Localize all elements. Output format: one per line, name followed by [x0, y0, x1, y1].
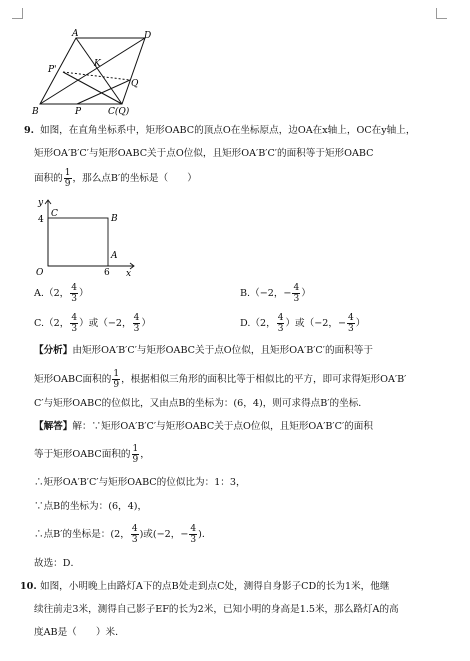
- text: D.（2，: [240, 318, 276, 329]
- crop-mark-top-left: [12, 8, 23, 19]
- text: ，那么点B′的坐标是（ ）: [72, 173, 197, 184]
- numerator: 1: [132, 444, 139, 454]
- denominator: 9: [113, 380, 120, 390]
- solution-line-2: [34, 444, 150, 465]
- option-C[interactable]: [34, 313, 151, 334]
- numerator: 4: [293, 283, 300, 293]
- label-K: K: [94, 59, 101, 69]
- question-9-line-1: 如图，在直角坐标系中，矩形OABC的顶点O在坐标原点，边OA在x轴上，OC在y轴上，: [40, 125, 416, 136]
- label-P-prime: P': [48, 65, 57, 75]
- numerator: 4: [131, 524, 138, 534]
- fraction: [277, 313, 285, 334]
- label-CQ: C(Q): [108, 107, 130, 116]
- solution-answer: 故选：D．: [34, 558, 81, 569]
- coordinate-graph: [30, 196, 140, 278]
- numerator: 4: [71, 283, 78, 293]
- question-9-line-2: 矩形OA′B′C′与矩形OABC关于点O位似，且矩形OA′B′C′的面积等于矩形OABC: [34, 148, 374, 159]
- question-10-line-3: 度AB是（ ）米．: [34, 627, 125, 638]
- denominator: 3: [348, 324, 354, 334]
- denominator: 3: [71, 324, 78, 334]
- analysis-line-2: [34, 369, 406, 390]
- fraction: [112, 369, 120, 390]
- text: ）或（−2，: [79, 318, 132, 329]
- text: ∴点B′的坐标是：(2，: [34, 529, 130, 540]
- tick-4: 4: [38, 215, 44, 225]
- denominator: 3: [131, 535, 138, 545]
- denominator: 3: [133, 324, 140, 334]
- fraction: [292, 283, 300, 304]
- solution-line-5: [34, 524, 212, 545]
- label-B: B: [111, 214, 118, 224]
- text: B.（−2，−: [240, 288, 292, 299]
- fraction: [189, 524, 197, 545]
- fraction: [70, 313, 78, 334]
- label-Q: Q: [131, 79, 139, 89]
- text: 面积的: [34, 173, 63, 184]
- analysis-line-1: [34, 344, 373, 358]
- text: ）: [79, 288, 89, 299]
- text: ）: [141, 318, 151, 329]
- option-A[interactable]: [34, 283, 89, 304]
- solution-line-1: [34, 420, 373, 434]
- label-O: O: [36, 268, 44, 278]
- question-9-number: 9.: [24, 125, 35, 136]
- numerator: 4: [71, 313, 78, 323]
- question-10-line-1: 如图，小明晚上由路灯A下的点B处走到点C处，测得自身影子CD的长为1米，他继: [40, 581, 390, 592]
- numerator: 1: [64, 168, 71, 178]
- axis-x-label: x: [126, 269, 132, 278]
- question-10-number: 10.: [20, 581, 37, 592]
- text: )或(−2，−: [139, 529, 189, 540]
- option-B[interactable]: [240, 283, 311, 304]
- label-A: A: [111, 251, 118, 261]
- fraction: [133, 313, 141, 334]
- text: 矩形OABC面积的: [34, 374, 112, 385]
- fraction: [70, 283, 78, 304]
- solution-line-3: ∴矩形OA′B′C′与矩形OABC的位似比为：1：3，: [34, 477, 246, 488]
- text: 等于矩形OABC面积的: [34, 449, 131, 460]
- text: )．: [198, 529, 212, 540]
- fraction: [64, 168, 72, 189]
- numerator: 4: [348, 313, 354, 323]
- label-B: B: [32, 107, 39, 116]
- text: ）: [301, 288, 311, 299]
- label-P: P: [75, 107, 82, 116]
- axis-y-label: y: [38, 198, 44, 208]
- text: ，根据相似三角形的面积比等于相似比的平方，即可求得矩形OA′B′: [121, 374, 407, 385]
- text: 由矩形OA′B′C′与矩形OABC关于点O位似，且矩形OA′B′C′的面积等于: [72, 345, 373, 356]
- fraction: [347, 313, 355, 334]
- question-10-line-2: 续往前走3米，测得自己影子EF的长为2米，已知小明的身高是1.5米，那么路灯A的高: [34, 604, 399, 615]
- fraction: [131, 524, 139, 545]
- denominator: 3: [293, 294, 300, 304]
- text: ）: [355, 318, 366, 329]
- text: C.（2，: [34, 318, 70, 329]
- text: 解：∵矩形OA′B′C′与矩形OABC关于点O位似，且矩形OA′B′C′的面积: [72, 421, 373, 432]
- label-C: C: [51, 209, 58, 219]
- crop-mark-top-right: [436, 8, 447, 19]
- analysis-tag: 【分析】: [34, 345, 73, 356]
- label-A: A: [72, 29, 79, 39]
- question-9-line-3: [34, 168, 197, 189]
- denominator: 9: [64, 179, 71, 189]
- denominator: 3: [277, 324, 284, 334]
- tick-6: 6: [104, 268, 110, 278]
- numerator: 1: [113, 369, 120, 379]
- numerator: 4: [133, 313, 140, 323]
- denominator: 3: [190, 535, 197, 545]
- text: ，: [140, 449, 150, 460]
- parallelogram-figure: [30, 28, 170, 116]
- label-D: D: [144, 31, 152, 41]
- option-D[interactable]: [240, 313, 365, 334]
- numerator: 4: [277, 313, 284, 323]
- analysis-line-3: C′与矩形OABC的位似比，又由点B的坐标为：(6，4)，则可求得点B′的坐标．: [34, 398, 368, 409]
- denominator: 3: [71, 294, 78, 304]
- denominator: 9: [132, 455, 139, 465]
- solution-tag: 【解答】: [34, 421, 73, 432]
- text: ）或（−2，−: [285, 318, 346, 329]
- text: A.（2，: [34, 288, 70, 299]
- numerator: 4: [190, 524, 197, 534]
- solution-line-4: ∵点B的坐标为：(6，4)，: [34, 501, 148, 512]
- fraction: [132, 444, 140, 465]
